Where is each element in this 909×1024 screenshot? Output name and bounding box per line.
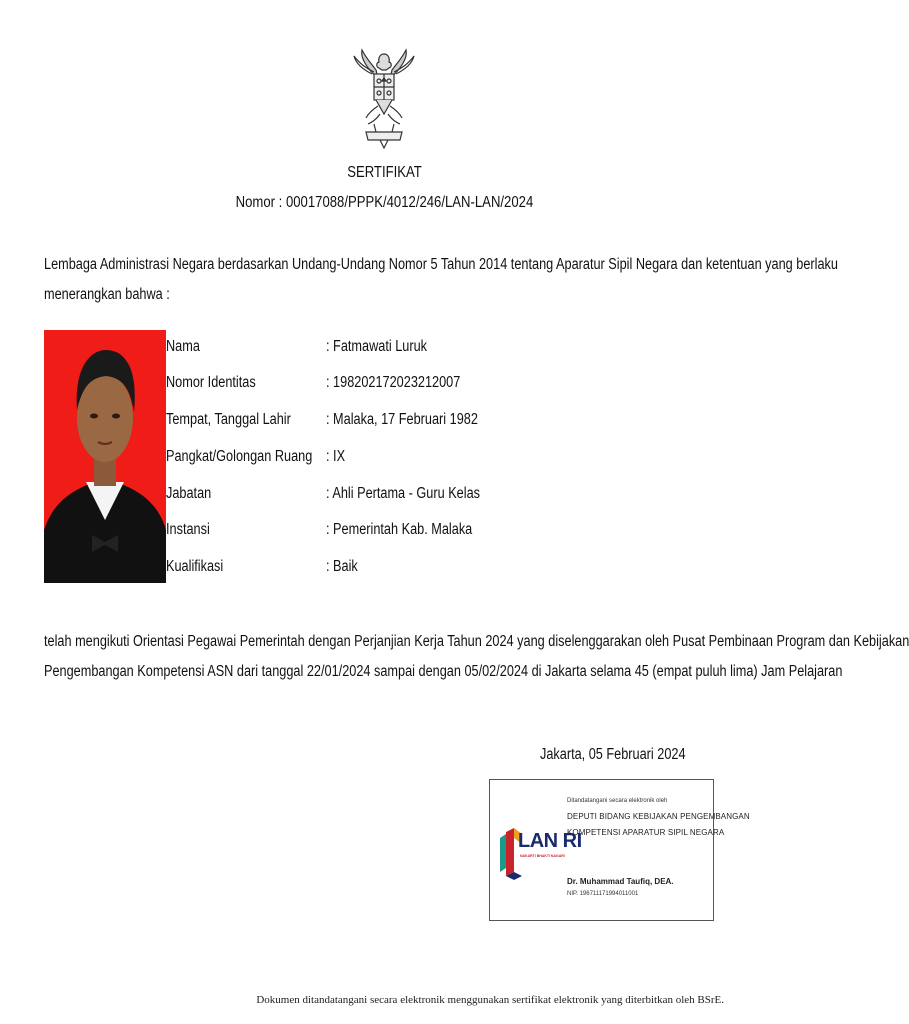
body-paragraph [44, 627, 909, 687]
field-value: : Pemerintah Kab. Malaka [326, 521, 473, 538]
field-label: Nomor Identitas [166, 374, 256, 391]
signer-unit-line-2: KOMPETENSI APARATUR SIPIL NEGARA [567, 828, 725, 837]
field-value: : Baik [326, 558, 358, 575]
field-value: : Fatmawati Luruk [326, 338, 428, 355]
signer-name: Dr. Muhammad Taufiq, DEA. [567, 877, 674, 886]
field-value: : Malaka, 17 Februari 1982 [326, 411, 478, 428]
portrait-illustration [44, 330, 166, 583]
place-date-text: Jakarta, 05 Februari 2024 [540, 746, 686, 763]
signed-electronically-note: Ditandatangani secara elektronik oleh [567, 798, 668, 804]
certificate-title-text: SERTIFIKAT [346, 164, 422, 181]
lan-ri-logo-text: LAN RI [518, 830, 582, 852]
lan-ri-logo-tagline: NAKARTI BHAKTI NAGARI [520, 854, 565, 858]
signer-nip: NIP. 196711171994011001 [567, 891, 639, 897]
certificate-title [0, 164, 768, 182]
field-value: : IX [326, 448, 346, 465]
intro-paragraph [44, 250, 838, 310]
garuda-emblem-icon [352, 48, 416, 154]
recipient-photo [44, 330, 166, 583]
electronic-signature-box [489, 779, 750, 921]
field-label: Nama [166, 338, 200, 355]
field-label: Jabatan [166, 485, 212, 502]
signer-unit-line-1: DEPUTI BIDANG KEBIJAKAN PENGEMBANGAN [567, 812, 750, 821]
certificate-number-text: Nomor : 00017088/PPPK/4012/246/LAN-LAN/2024 [235, 194, 533, 211]
footer-note: Dokumen ditandatangani secara elektronik menggunakan sertifikat elektronik yang diterbitkan oleh BSrE. [256, 994, 724, 1006]
intro-line-2: menerangkan bahwa : [44, 286, 170, 303]
field-label: Tempat, Tanggal Lahir [166, 411, 291, 428]
intro-line-1: Lembaga Administrasi Negara berdasarkan Undang-Undang Nomor 5 Tahun 2014 tentang Aparatur Sipil Negara dan ketentuan yang berlaku [44, 256, 838, 273]
body-line-1: telah mengikuti Orientasi Pegawai Pemerintah dengan Perjanjian Kerja Tahun 2024 yang diselenggarakan oleh Pusat Pembinaan Program dan Kebijakan [44, 633, 909, 650]
field-label: Pangkat/Golongan Ruang [166, 448, 313, 465]
body-line-2: Pengembangan Kompetensi ASN dari tanggal 22/01/2024 sampai dengan 05/02/2024 di Jakarta selama 45 (empat puluh lima) Jam Pelajaran [44, 663, 843, 680]
field-value: : Ahli Pertama - Guru Kelas [326, 485, 481, 502]
field-label: Kualifikasi [166, 558, 224, 575]
field-label: Instansi [166, 521, 210, 538]
certificate-number [0, 194, 768, 212]
place-date [540, 746, 718, 764]
field-value: : 198202172023212007 [326, 374, 461, 391]
